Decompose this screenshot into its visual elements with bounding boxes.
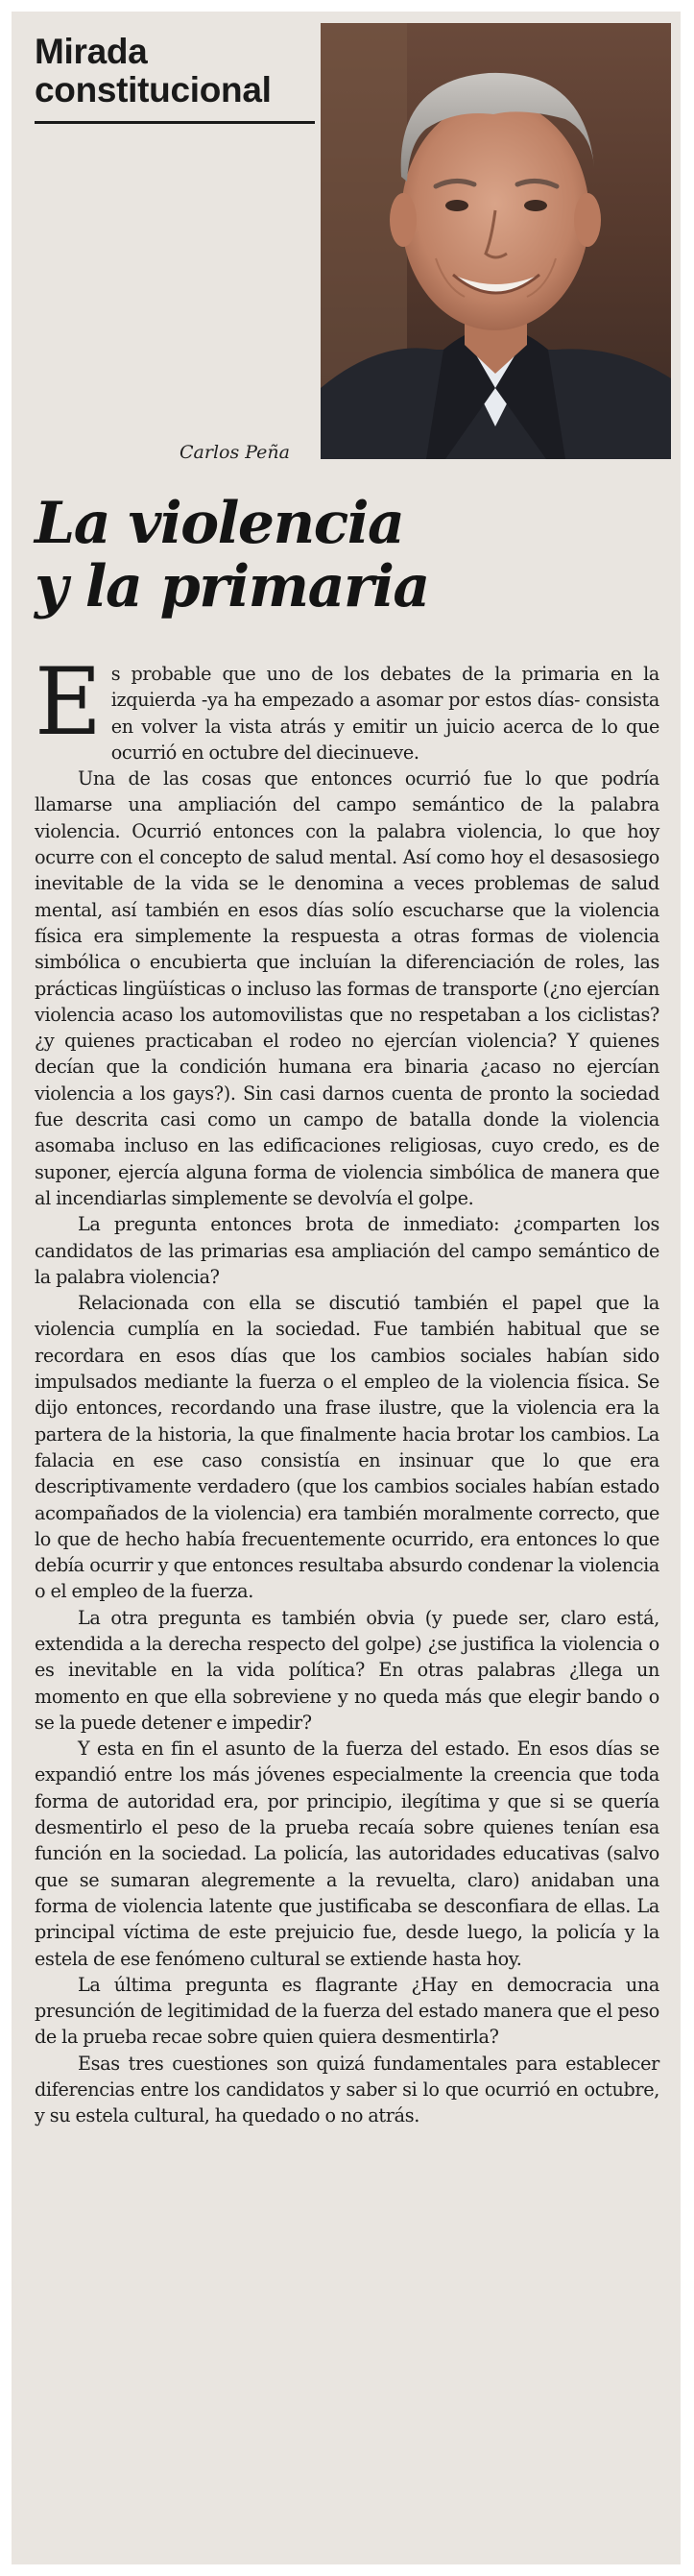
paragraph-6: Y esta en fin el asunto de la fuerza del estado. En esos días se expandió entre los más jóvenes especialmente la creencia que toda forma de autoridad era, por principio, ilegítima y que si se quería desmentirlo el peso de la prueba recaía sobre quienes tenían esa función en la sociedad. La policía, las autoridades educativas (salvo que se sumaran alegremente a la revuelta, claro) anidaban una forma de violencia latente que justificaba se desconfiara de ellas. La principal víctima de este prejuicio fue, desde luego, la policía y la estela de ese fenómeno cultural se extiende hasta hoy.	[35, 1738, 659, 1970]
section-title-line-2: constitucional	[35, 70, 272, 109]
article-body	[35, 648, 659, 2129]
section-title	[35, 33, 272, 109]
paragraph-1-text: s probable que uno de los debates de la primaria en la izquierda -ya ha empezado a asomar por estos días- consista en volver la vista atrás y emitir un juicio acerca de lo que ocurrió en octubre del diecinueve.	[110, 663, 659, 764]
paragraph-4: Relacionada con ella se discutió también el papel que la violencia cumplía en la sociedad. Fue también habitual que se recordara en esos días que los cambios sociales habían sido impulsados mediante la fuerza o el empleo de la violencia física. Se dijo entonces, recordando una frase ilustre, que la violencia era la partera de la historia, la que finalmente hacia brotar los cambios. La falacia en ese caso consistía en insinuar que lo que era descriptivamente verdadero (que los cambios sociales habían estado acompañados de la violencia) era también moralmente correcto, que lo que de hecho había frecuentemente ocurrido, era entonces lo que debía ocurrir y que entonces resultaba absurdo condenar la violencia o el empleo de la fuerza.	[35, 1292, 659, 1603]
paragraph-3: La pregunta entonces brota de inmediato: ¿comparten los candidatos de las primarias esa ampliación del campo semántico de la palabra violencia?	[35, 1213, 659, 1288]
section-title-line-1: Mirada	[35, 32, 148, 71]
paragraph-8: Esas tres cuestiones son quizá fundamentales para establecer diferencias entre los candidatos y saber si lo que ocurrió en octubre, y su estela cultural, ha quedado o no atrás.	[35, 2052, 659, 2127]
author-portrait-illustration	[321, 23, 671, 459]
paragraph-1	[35, 648, 659, 766]
paragraph-5: La otra pregunta es también obvia (y puede ser, claro está, extendida a la derecha respecto del golpe) ¿se justifica la violencia o es inevitable en la vida política? En otras palabras ¿llega un momento en que ella sobreviene y no queda más que elegir bando o se la puede detener e impedir?	[35, 1606, 659, 1734]
drop-cap: E	[35, 648, 102, 756]
author-photo	[321, 23, 671, 459]
article-headline	[35, 492, 429, 619]
headline-line-1: La violencia	[35, 490, 404, 557]
paragraph-2: Una de las cosas que entonces ocurrió fue lo que podría llamarse una ampliación del campo semántico de la palabra violencia. Ocurrió entonces con la palabra violencia, lo que hoy ocurre con el concepto de salud mental. Así como hoy el desasosiego inevitable de la vida se le denomina a veces problemas de salud mental, así también en esos días solío escucharse que la violencia física era simplemente la respuesta a otras formas de violencia simbólica o encubierta que incluían la diferenciación de roles, las prácticas lingüísticas o incluso las formas de transporte (¿no ejercían violencia acaso los automovilistas que no respetaban a los ciclistas? ¿y quienes practicaban el rodeo no ejercían violencia? Y quienes decían que la condición humana era binaria ¿acaso no ejercían violencia a los gays?). Sin casi darnos cuenta de pronto la sociedad fue descrita casi como un campo de batalla donde la violencia asomaba incluso en las edificaciones religiosas, cuyo credo, es de suponer, ejercía alguna forma de violencia simbólica de manera que al incendiarlas simplemente se devolvía el golpe.	[35, 767, 659, 1209]
column-header	[12, 12, 681, 471]
section-title-underline	[35, 121, 315, 124]
author-byline: Carlos Peña	[179, 442, 290, 463]
newspaper-column	[12, 12, 681, 2564]
headline-line-2: y la primaria	[35, 553, 429, 620]
paragraph-7: La última pregunta es flagrante ¿Hay en democracia una presunción de legitimidad de la fuerza del estado manera que el peso de la prueba recae sobre quien quiera desmentirla?	[35, 1973, 659, 2049]
